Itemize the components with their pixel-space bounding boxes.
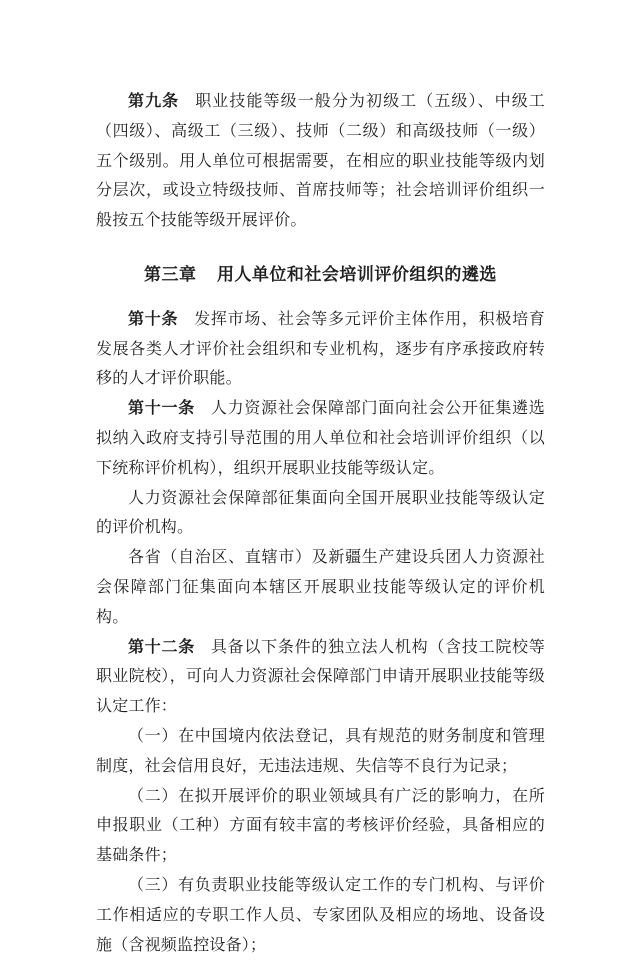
article-11-paragraph-3: 各省（自治区、直辖市）及新疆生产建设兵团人力资源社会保障部门征集面向本辖区开展职业技能等级认定的评价机构。: [96, 549, 545, 626]
article-12-number: 第十二条: [128, 638, 195, 656]
article-9-text: 职业技能等级一般分为初级工（五级）、中级工（四级）、高级工（三级）、技师（二级）和高级技师（一级）五个级别。用人单位可根据需要，在相应的职业技能等级内划分层次，或设立特级技师、首席技师等；社会培训评价组织一般按五个技能等级开展评价。: [96, 93, 545, 230]
article-11-number: 第十一条: [128, 400, 195, 418]
article-9-paragraph: [96, 87, 545, 236]
article-11-paragraph-2: 人力资源社会保障部征集面向全国开展职业技能等级认定的评价机构。: [96, 489, 545, 537]
article-12-text: 具备以下条件的独立法人机构（含技工院校等职业院校），可向人力资源社会保障部门申请开展职业技能等级认定工作：: [96, 638, 545, 716]
article-10-paragraph: [96, 305, 545, 394]
article-10-text: 发挥市场、社会等多元评价主体作用，积极培育发展各类人才评价社会组织和专业机构，逐步有序承接政府转移的人才评价职能。: [96, 310, 546, 388]
article-11-paragraph: [96, 394, 545, 483]
article-10-number: 第十条: [128, 310, 179, 328]
article-12-item-2: （二）在拟开展评价的职业领域具有广泛的影响力，在所申报职业（工种）方面有较丰富的考核评价经验，具备相应的基础条件；: [96, 787, 545, 865]
article-12-paragraph: [96, 633, 545, 722]
chapter-3-number: 第三章: [144, 264, 197, 284]
article-9-number: 第九条: [128, 93, 180, 110]
article-11-text: 人力资源社会保障部门面向社会公开征集遴选拟纳入政府支持引导范围的用人单位和社会培训评价组织（以下统称评价机构），组织开展职业技能等级认定。: [96, 400, 545, 477]
chapter-3-title: 用人单位和社会培训评价组织的遴选: [216, 264, 497, 284]
article-12-item-3: （三）有负责职业技能等级认定工作的专门机构、与评价工作相适应的专职工作人员、专家团队及相应的场地、设备设施（含视频监控设备）；: [96, 876, 545, 954]
article-12-item-1: （一）在中国境内依法登记，具有规范的财务制度和管理制度，社会信用良好，无违法违规、失信等不良行为记录；: [96, 727, 545, 775]
chapter-3-heading: [96, 260, 545, 290]
